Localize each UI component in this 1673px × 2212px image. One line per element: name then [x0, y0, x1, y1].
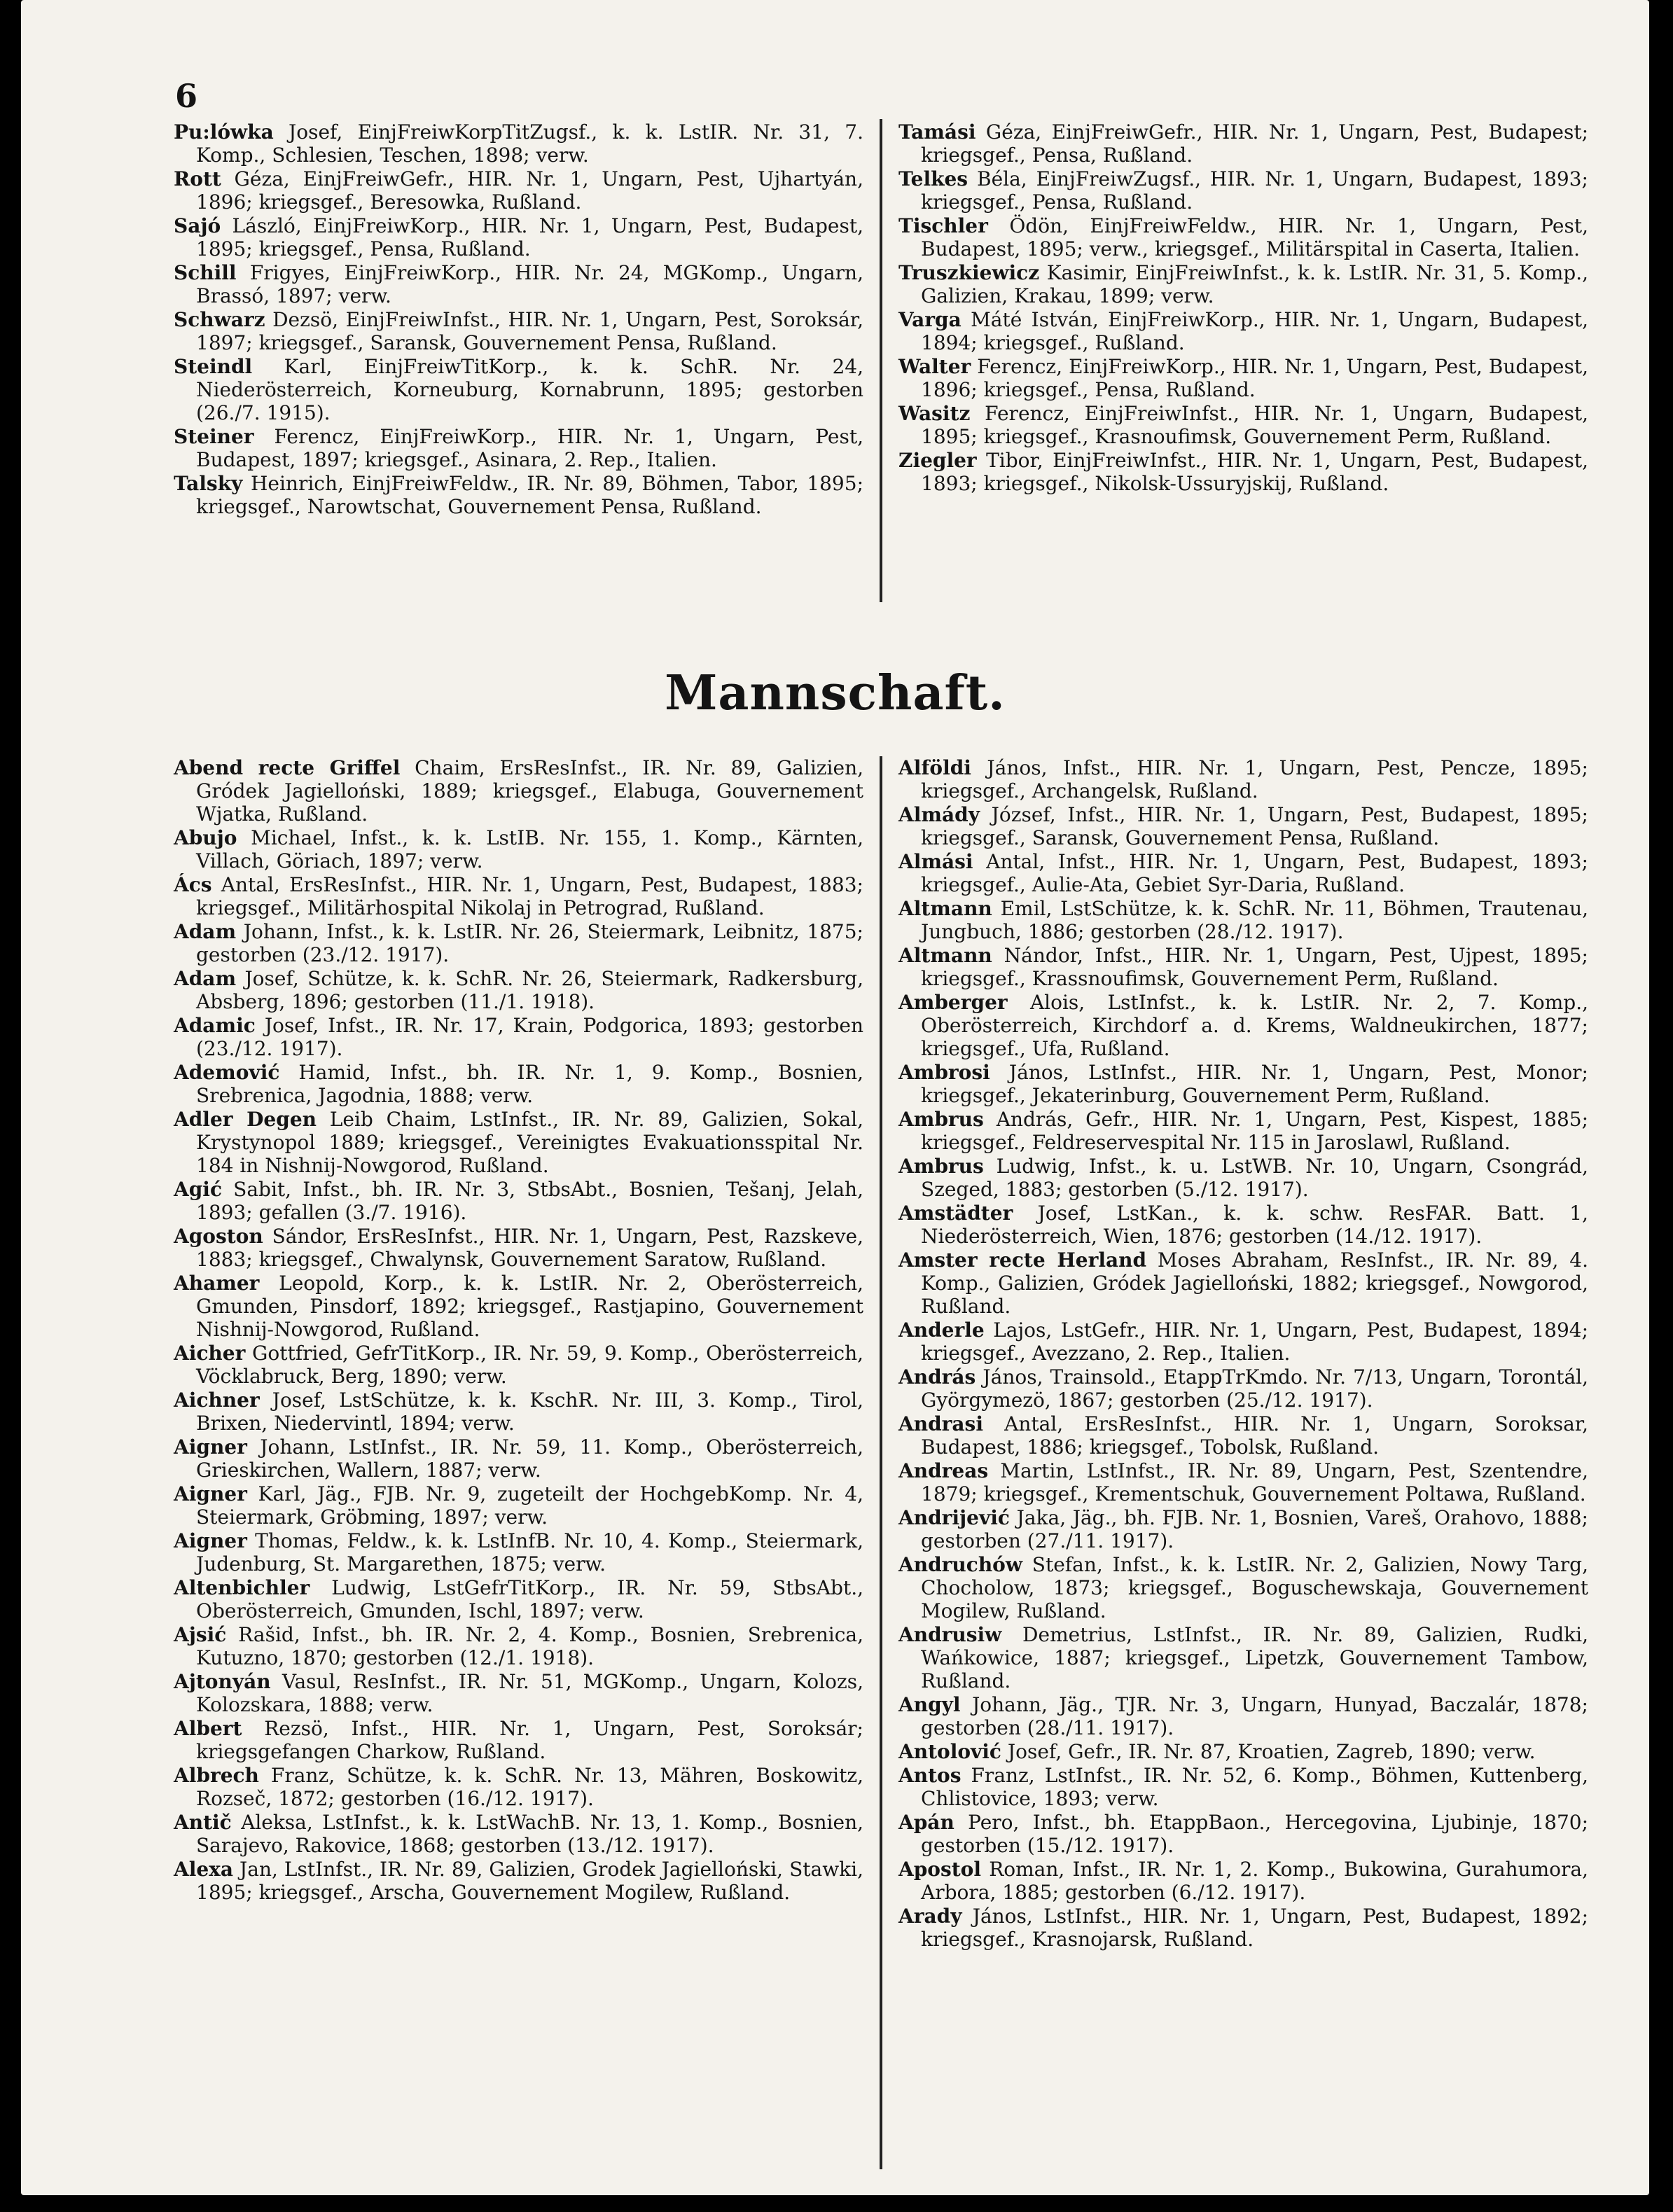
register-entry [174, 355, 863, 424]
register-entry [898, 1693, 1588, 1739]
entry-surname: Arady [898, 1905, 962, 1928]
register-entry [174, 1811, 863, 1857]
entry-details: Nándor, Infst., HIR. Nr. 1, Ungarn, Pest, Ujpest, 1895; kriegsgef., Krassnoufimsk, Gouvernement Perm, Rußland. [921, 944, 1588, 990]
entry-surname: Albert [174, 1717, 242, 1740]
entry-surname: Aichner [174, 1389, 260, 1412]
entry-details: Pero, Infst., bh. EtappBaon., Hercegovina, Ljubinje, 1870; gestorben (15./12. 1917). [921, 1811, 1589, 1857]
register-entry [898, 1061, 1588, 1107]
entry-surname: Ademović [174, 1061, 280, 1084]
register-entry [898, 1623, 1588, 1692]
register-entry [174, 920, 863, 966]
entry-details: Ludwig, LstGefrTitKorp., IR. Nr. 59, StbsAbt., Oberösterreich, Gmunden, Ischl, 1897; verw. [196, 1576, 864, 1622]
entry-details: Jan, LstInfst., IR. Nr. 89, Galizien, Grodek Jagielloński, Stawki, 1895; kriegsgef., Arscha, Gouvernement Mogilew, Rußland. [196, 1858, 863, 1904]
entry-surname: Angyl [898, 1693, 961, 1716]
entry-surname: Antič [174, 1811, 232, 1834]
register-entry [174, 1178, 863, 1224]
register-entry [174, 1435, 863, 1482]
register-entry [174, 1623, 863, 1669]
entry-surname: Abujo [174, 826, 237, 849]
register-entry [898, 1811, 1588, 1857]
register-entry [898, 897, 1588, 943]
entry-surname: Abend recte Griffel [174, 756, 401, 779]
register-entry [898, 1740, 1588, 1763]
entry-details: Heinrich, EinjFreiwFeldw., IR. Nr. 89, Böhmen, Tabor, 1895; kriegsgef., Narowtschat, Gouvernement Pensa, Rußland. [196, 472, 863, 518]
entry-surname: Amberger [898, 991, 1008, 1014]
entry-surname: Ambrus [898, 1155, 984, 1178]
entry-details: Martin, LstInfst., IR. Nr. 89, Ungarn, Pest, Szentendre, 1879; kriegsgef., Krementschuk, Gouvernement Poltawa, Rußland. [921, 1459, 1588, 1505]
register-entry [898, 850, 1588, 896]
entry-surname: Ambrosi [898, 1061, 990, 1084]
entry-details: Roman, Infst., IR. Nr. 1, 2. Komp., Bukowina, Gurahumora, Arbora, 1885; gestorben (6./12. 1917). [921, 1858, 1589, 1904]
entry-surname: Schwarz [174, 308, 265, 331]
register-entry [898, 1319, 1588, 1365]
entry-details: Franz, LstInfst., IR. Nr. 52, 6. Komp., Böhmen, Kuttenberg, Chlistovice, 1893; verw. [921, 1764, 1588, 1810]
entry-surname: Steiner [174, 425, 254, 448]
register-entry [174, 873, 863, 919]
register-entry [174, 1717, 863, 1763]
entry-surname: Antolović [898, 1740, 1001, 1763]
register-entry [898, 1108, 1588, 1154]
register-entry [174, 1014, 863, 1060]
register-entry [898, 1248, 1588, 1318]
register-entry [174, 120, 863, 167]
section-heading: Mannschaft. [665, 665, 1006, 721]
register-entry [174, 1529, 863, 1575]
register-entry [174, 214, 863, 260]
entry-surname: Ajtonyán [174, 1670, 271, 1693]
entry-details: Stefan, Infst., k. k. LstIR. Nr. 2, Galizien, Nowy Targ, Chocholow, 1873; kriegsgef., Boguschewskaja, Gouvernement Mogilew, Rußland. [921, 1553, 1589, 1622]
men-column-right [898, 756, 1588, 1952]
entry-surname: Anderle [898, 1319, 985, 1342]
entry-details: Josef, EinjFreiwKorpTitZugsf., k. k. LstIR. Nr. 31, 7. Komp., Schlesien, Teschen, 1898; verw. [196, 120, 863, 167]
entry-surname: Antos [898, 1764, 962, 1787]
entry-surname: Amster recte Herland [898, 1248, 1147, 1272]
entry-surname: Andrasi [898, 1412, 983, 1435]
entry-surname: Tischler [898, 214, 988, 237]
entry-details: Géza, EinjFreiwGefr., HIR. Nr. 1, Ungarn, Pest, Budapest; kriegsgef., Pensa, Rußland. [921, 120, 1589, 167]
entry-details: Kasimir, EinjFreiwInfst., k. k. LstIR. Nr. 31, 5. Komp., Galizien, Krakau, 1899; verw. [921, 261, 1589, 307]
entry-surname: Andrusiw [898, 1623, 1002, 1646]
entry-details: Leopold, Korp., k. k. LstIR. Nr. 2, Oberösterreich, Gmunden, Pinsdorf, 1892; kriegsgef., Rastjapino, Gouvernement Nishnij-Nowgorod, Rußland. [196, 1272, 863, 1341]
entry-details: Emil, LstSchütze, k. k. SchR. Nr. 11, Böhmen, Trautenau, Jungbuch, 1886; gestorben (28./12. 1917). [921, 897, 1588, 943]
register-entry [174, 425, 863, 471]
register-entry [898, 756, 1588, 802]
entry-details: Ferencz, EinjFreiwKorp., HIR. Nr. 1, Ungarn, Pest, Budapest, 1897; kriegsgef., Asinara, 2. Rep., Italien. [196, 425, 863, 471]
register-entry [898, 1553, 1588, 1622]
entry-surname: Andrijević [898, 1506, 1010, 1529]
entry-surname: Adam [174, 920, 237, 943]
entry-surname: Aigner [174, 1482, 247, 1505]
entry-details: Johann, Infst., k. k. LstIR. Nr. 26, Steiermark, Leibnitz, 1875; gestorben (23./12. 1917). [196, 920, 863, 966]
register-entry [898, 1858, 1588, 1904]
register-entry [898, 1202, 1588, 1248]
entry-surname: Ács [174, 873, 212, 896]
register-entry [174, 308, 863, 354]
entry-surname: Alföldi [898, 756, 971, 779]
entry-details: Rezsö, Infst., HIR. Nr. 1, Ungarn, Pest, Soroksár; kriegsgefangen Charkow, Rußland. [196, 1717, 863, 1763]
entry-surname: Steindl [174, 355, 253, 378]
register-entry [174, 1482, 863, 1529]
entry-surname: András [898, 1365, 976, 1389]
entry-surname: Telkes [898, 167, 969, 190]
entry-details: Karl, Jäg., FJB. Nr. 9, zugeteilt der HochgebKomp. Nr. 4, Steiermark, Gröbming, 1897; verw. [196, 1482, 863, 1529]
register-entry [898, 214, 1588, 260]
entry-details: János, LstInfst., HIR. Nr. 1, Ungarn, Pest, Budapest, 1892; kriegsgef., Krasnojarsk, Rußland. [921, 1905, 1589, 1951]
register-entry [174, 1225, 863, 1271]
entry-details: Dezsö, EinjFreiwInfst., HIR. Nr. 1, Ungarn, Pest, Soroksár, 1897; kriegsgef., Saransk, Gouvernement Pensa, Rußland. [196, 308, 863, 354]
entry-details: Michael, Infst., k. k. LstIB. Nr. 155, 1. Komp., Kärnten, Villach, Göriach, 1897; verw. [196, 826, 863, 872]
entry-surname: Talsky [174, 472, 243, 495]
entry-details: Antal, ErsResInfst., HIR. Nr. 1, Ungarn, Soroksar, Budapest, 1886; kriegsgef., Tobolsk, Rußland. [921, 1412, 1588, 1459]
entry-surname: Ahamer [174, 1272, 260, 1295]
entry-details: András, Gefr., HIR. Nr. 1, Ungarn, Pest, Kispest, 1885; kriegsgef., Feldreservespital Nr. 115 in Jaroslawl, Rußland. [921, 1108, 1589, 1154]
entry-details: Vasul, ResInfst., IR. Nr. 51, MGKomp., Ungarn, Kolozs, Kolozskara, 1888; verw. [196, 1670, 863, 1716]
entry-details: Antal, ErsResInfst., HIR. Nr. 1, Ungarn, Pest, Budapest, 1883; kriegsgef., Militärhospital Nikolaj in Petrograd, Rußland. [196, 873, 863, 919]
register-entry [898, 1459, 1588, 1505]
register-entry [898, 261, 1588, 307]
entry-details: Ödön, EinjFreiwFeldw., HIR. Nr. 1, Ungarn, Pest, Budapest, 1895; verw., kriegsgef., Militärspital in Caserta, Italien. [921, 214, 1588, 260]
entry-details: Ferencz, EinjFreiwInfst., HIR. Nr. 1, Ungarn, Budapest, 1895; kriegsgef., Krasnoufimsk, Gouvernement Perm, Rußland. [921, 402, 1588, 448]
entry-details: Béla, EinjFreiwZugsf., HIR. Nr. 1, Ungarn, Budapest, 1893; kriegsgef., Pensa, Rußland. [921, 167, 1588, 214]
entry-details: László, EinjFreiwKorp., HIR. Nr. 1, Ungarn, Pest, Budapest, 1895; kriegsgef., Pensa, Rußland. [196, 214, 863, 260]
entry-details: János, LstInfst., HIR. Nr. 1, Ungarn, Pest, Monor; kriegsgef., Jekaterinburg, Gouvernement Perm, Rußland. [921, 1061, 1588, 1107]
register-entry [898, 355, 1588, 401]
register-entry [174, 472, 863, 518]
entry-details: Josef, Schütze, k. k. SchR. Nr. 26, Steiermark, Radkersburg, Absberg, 1896; gestorben (11./1. 1918). [196, 967, 863, 1013]
register-entry [898, 167, 1588, 214]
entry-details: Antal, Infst., HIR. Nr. 1, Ungarn, Pest, Budapest, 1893; kriegsgef., Aulie-Ata, Gebiet Syr-Daria, Rußland. [921, 850, 1588, 896]
entry-details: Lajos, LstGefr., HIR. Nr. 1, Ungarn, Pest, Budapest, 1894; kriegsgef., Avezzano, 2. Rep., Italien. [921, 1319, 1589, 1365]
entry-surname: Agoston [174, 1225, 263, 1248]
entry-surname: Ambrus [898, 1108, 984, 1131]
register-entry [174, 167, 863, 214]
entry-details: Josef, Infst., IR. Nr. 17, Krain, Podgorica, 1893; gestorben (23./12. 1917). [196, 1014, 864, 1060]
entry-surname: Apostol [898, 1858, 981, 1881]
officers-column-left [174, 120, 863, 519]
entry-surname: Altmann [898, 944, 992, 967]
entry-details: József, Infst., HIR. Nr. 1, Ungarn, Pest, Budapest, 1895; kriegsgef., Saransk, Gouvernement Pensa, Rußland. [921, 803, 1588, 849]
entry-surname: Ajsić [174, 1623, 227, 1646]
entry-details: Thomas, Feldw., k. k. LstInfB. Nr. 10, 4. Komp., Steiermark, Judenburg, St. Margarethen, 1875; verw. [196, 1529, 863, 1575]
entry-details: Franz, Schütze, k. k. SchR. Nr. 13, Mähren, Boskowitz, Rozseč, 1872; gestorben (16./12. 1917). [196, 1764, 864, 1810]
entry-details: Frigyes, EinjFreiwKorp., HIR. Nr. 24, MGKomp., Ungarn, Brassó, 1897; verw. [196, 261, 863, 307]
entry-details: Moses Abraham, ResInfst., IR. Nr. 89, 4. Komp., Galizien, Gródek Jagielloński, 1882; kriegsgef., Nowgorod, Rußland. [921, 1248, 1588, 1318]
register-entry [174, 1576, 863, 1622]
page-number: 6 [175, 77, 198, 115]
register-entry [898, 308, 1588, 354]
entry-details: Ferencz, EinjFreiwKorp., HIR. Nr. 1, Ungarn, Pest, Budapest, 1896; kriegsgef., Pensa, Rußland. [921, 355, 1588, 401]
entry-details: Tibor, EinjFreiwInfst., HIR. Nr. 1, Ungarn, Pest, Budapest, 1893; kriegsgef., Nikolsk-Ussuryjskij, Rußland. [921, 449, 1588, 495]
entry-surname: Wasitz [898, 402, 971, 425]
entry-surname: Tamási [898, 120, 976, 144]
entry-surname: Varga [898, 308, 962, 331]
entry-surname: Altenbichler [174, 1576, 310, 1599]
entry-surname: Andruchów [898, 1553, 1022, 1576]
register-entry [898, 402, 1588, 448]
entry-details: Johann, Jäg., TJR. Nr. 3, Ungarn, Hunyad, Baczalár, 1878; gestorben (28./11. 1917). [921, 1693, 1588, 1739]
register-entry [174, 756, 863, 826]
entry-surname: Alexa [174, 1858, 234, 1881]
entry-surname: Walter [898, 355, 971, 378]
entry-surname: Pu:lówka [174, 120, 274, 144]
register-entry [174, 1108, 863, 1177]
register-entry [898, 120, 1588, 167]
entry-details: Johann, LstInfst., IR. Nr. 59, 11. Komp., Oberösterreich, Grieskirchen, Wallern, 1887; verw. [196, 1435, 863, 1482]
register-entry [898, 944, 1588, 990]
column-divider [880, 756, 882, 2169]
entry-surname: Almády [898, 803, 980, 826]
entry-details: Ludwig, Infst., k. u. LstWB. Nr. 10, Ungarn, Csongrád, Szeged, 1883; gestorben (5./12. 1917). [921, 1155, 1588, 1201]
register-entry [898, 1412, 1588, 1459]
register-entry [898, 1764, 1588, 1810]
entry-details: Josef, LstSchütze, k. k. KschR. Nr. III, 3. Komp., Tirol, Brixen, Niedervintl, 1894; verw. [196, 1389, 863, 1435]
entry-details: Géza, EinjFreiwGefr., HIR. Nr. 1, Ungarn, Pest, Ujhartyán, 1896; kriegsgef., Beresowka, Rußland. [196, 167, 863, 214]
officers-column-right [898, 120, 1588, 496]
entry-surname: Almási [898, 850, 973, 873]
column-divider [880, 119, 882, 602]
register-entry [898, 1365, 1588, 1412]
entry-details: Sándor, ErsResInfst., HIR. Nr. 1, Ungarn, Pest, Razskeve, 1883; kriegsgef., Chwalynsk, Gouvernement Saratow, Rußland. [196, 1225, 863, 1271]
entry-details: Máté István, EinjFreiwKorp., HIR. Nr. 1, Ungarn, Budapest, 1894; kriegsgef., Rußland. [921, 308, 1589, 354]
document-page [21, 0, 1649, 2195]
entry-details: Hamid, Infst., bh. IR. Nr. 1, 9. Komp., Bosnien, Srebrenica, Jagodnia, 1888; verw. [196, 1061, 863, 1107]
entry-surname: Adamic [174, 1014, 256, 1037]
entry-surname: Truszkiewicz [898, 261, 1040, 284]
register-entry [174, 1670, 863, 1716]
entry-details: Demetrius, LstInfst., IR. Nr. 89, Galizien, Rudki, Wańkowice, 1887; kriegsgef., Lipetzk, Gouvernement Tambow, Rußland. [921, 1623, 1589, 1692]
register-entry [174, 1389, 863, 1435]
register-entry [174, 261, 863, 307]
register-entry [898, 1506, 1588, 1552]
entry-details: János, Infst., HIR. Nr. 1, Ungarn, Pest, Pencze, 1895; kriegsgef., Archangelsk, Rußland. [921, 756, 1588, 802]
entry-surname: Aicher [174, 1342, 246, 1365]
entry-details: János, Trainsold., EtappTrKmdo. Nr. 7/13, Ungarn, Torontál, Györgymezö, 1867; gestorben (25./12. 1917). [921, 1365, 1588, 1412]
register-entry [898, 1905, 1588, 1951]
entry-surname: Aigner [174, 1435, 247, 1459]
entry-surname: Apán [898, 1811, 954, 1834]
entry-surname: Albrech [174, 1764, 259, 1787]
entry-details: Sabit, Infst., bh. IR. Nr. 3, StbsAbt., Bosnien, Tešanj, Jelah, 1893; gefallen (3./7. 1916). [196, 1178, 863, 1224]
register-entry [174, 1272, 863, 1341]
entry-surname: Sajó [174, 214, 221, 237]
register-entry [898, 1155, 1588, 1201]
entry-details: Leib Chaim, LstInfst., IR. Nr. 89, Galizien, Sokal, Krystynopol 1889; kriegsgef., Vereinigtes Evakuationsspital Nr. 184 in Nishnij-Nowgorod, Rußland. [196, 1108, 864, 1177]
entry-details: Gottfried, GefrTitKorp., IR. Nr. 59, 9. Komp., Oberösterreich, Vöcklabruck, Berg, 1890; verw. [196, 1342, 864, 1388]
entry-details: Rašid, Infst., bh. IR. Nr. 2, 4. Komp., Bosnien, Srebrenica, Kutuzno, 1870; gestorben (12./1. 1918). [196, 1623, 863, 1669]
register-entry [174, 1342, 863, 1388]
entry-surname: Andreas [898, 1459, 989, 1482]
entry-surname: Ziegler [898, 449, 977, 472]
register-entry [174, 826, 863, 872]
entry-surname: Schill [174, 261, 237, 284]
entry-surname: Adler Degen [174, 1108, 317, 1131]
register-entry [174, 1764, 863, 1810]
register-entry [174, 1061, 863, 1107]
register-entry [898, 803, 1588, 849]
register-entry [898, 449, 1588, 495]
register-entry [174, 1858, 863, 1904]
register-entry [174, 967, 863, 1013]
entry-surname: Aigner [174, 1529, 247, 1552]
entry-surname: Amstädter [898, 1202, 1013, 1225]
entry-surname: Adam [174, 967, 237, 990]
entry-surname: Rott [174, 167, 221, 190]
entry-details: Alois, LstInfst., k. k. LstIR. Nr. 2, 7. Komp., Oberösterreich, Kirchdorf a. d. Krems, Waldneukirchen, 1877; kriegsgef., Ufa, Rußland. [921, 991, 1589, 1060]
entry-details: Josef, LstKan., k. k. schw. ResFAR. Batt. 1, Niederösterreich, Wien, 1876; gestorben (14./12. 1917). [921, 1202, 1588, 1248]
men-column-left [174, 756, 863, 1905]
entry-surname: Altmann [898, 897, 992, 920]
entry-surname: Agić [174, 1178, 222, 1201]
register-entry [898, 991, 1588, 1060]
entry-details: Chaim, ErsResInfst., IR. Nr. 89, Galizien, Gródek Jagielloński, 1889; kriegsgef., Elabuga, Gouvernement Wjatka, Rußland. [196, 756, 863, 826]
entry-details: Karl, EinjFreiwTitKorp., k. k. SchR. Nr. 24, Niederösterreich, Korneuburg, Kornabrunn, 1895; gestorben (26./7. 1915). [196, 355, 863, 424]
entry-details: Josef, Gefr., IR. Nr. 87, Kroatien, Zagreb, 1890; verw. [1007, 1740, 1536, 1763]
entry-details: Jaka, Jäg., bh. FJB. Nr. 1, Bosnien, Vareš, Orahovo, 1888; gestorben (27./11. 1917). [921, 1506, 1588, 1552]
entry-details: Aleksa, LstInfst., k. k. LstWachB. Nr. 13, 1. Komp., Bosnien, Sarajevo, Rakovice, 1868; gestorben (13./12. 1917). [196, 1811, 863, 1857]
